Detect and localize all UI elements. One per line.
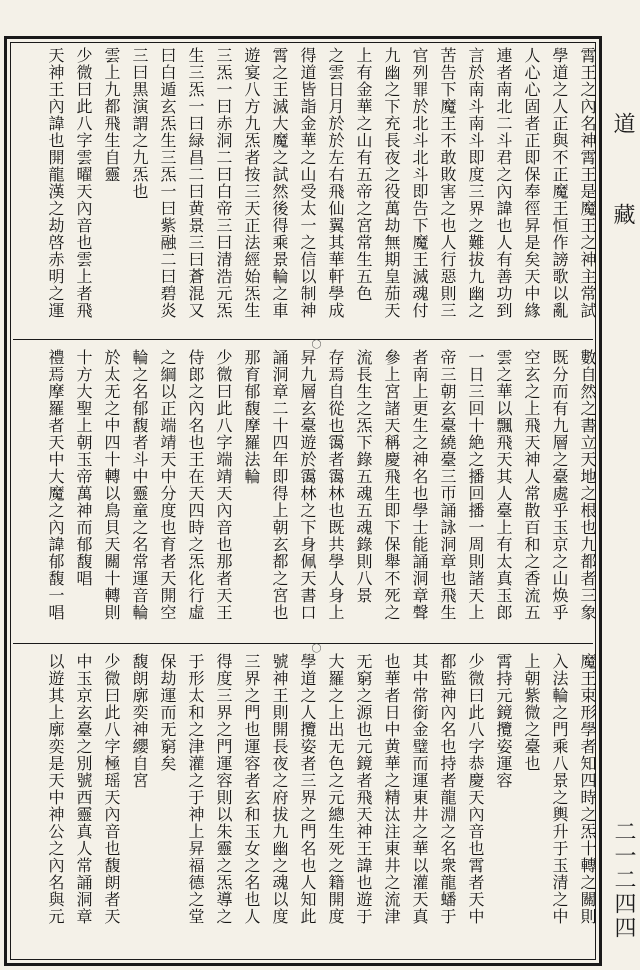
text-column: 輪之名郁馥者斗中靈童之名常運音輪 xyxy=(130,349,149,621)
text-column: 禮焉摩羅者天中大魔之內諱郁馥一唱 xyxy=(46,349,65,621)
text-column: 曰白遁玄炁生三炁一曰紫融二曰碧炎 xyxy=(158,47,177,319)
text-column: 學道之人正與不正魔王恒作謗歌以亂 xyxy=(550,47,569,319)
page-frame xyxy=(4,36,602,966)
text-column: 參上宮諸天稱慶飛生即下保舉不死之 xyxy=(382,349,401,621)
panel-divider-1 xyxy=(13,339,593,340)
text-column: 遊宴八方九炁者按三天正法經始炁生 xyxy=(242,47,261,319)
text-column: 雲之華以飄飛天其人臺上有太真玉郎 xyxy=(494,349,513,621)
text-column: 昇九層玄臺遊於霭林之下身佩天書口 xyxy=(298,349,317,621)
panel-middle-text xyxy=(41,349,601,637)
text-column: 之雲日月於於左右飛仙翼其華軒學成 xyxy=(326,47,345,319)
text-column: 上朝紫微之臺也 xyxy=(522,653,541,772)
text-column: 入法輪之門乘八景之輿升于玉清之中 xyxy=(550,653,569,925)
text-column: 少微曰此八字端靖天內音也那者天王 xyxy=(214,349,233,621)
text-column: 連者南北二斗君之內諱也人有善功到 xyxy=(494,47,513,319)
text-column: 得度三界之門運容則以朱靈之炁導之 xyxy=(214,653,233,925)
text-column: 少微曰此八字極瑶天內音也馥朗者天 xyxy=(102,653,121,925)
text-column: 之綱以正端靖天中分度也育者天開空 xyxy=(158,349,177,621)
text-column: 其中常銜金璧而運東井之華以灌天真 xyxy=(410,653,429,925)
text-column: 少微曰此八字恭慶天內音也霄者天中 xyxy=(466,653,485,925)
text-column: 帝三朝玄臺繞臺三帀誦詠洞章也飛生 xyxy=(438,349,457,621)
panel-bottom-text xyxy=(41,653,601,953)
fold-mark-2: 〇 xyxy=(309,643,320,653)
panel-top xyxy=(15,47,601,335)
text-column: 天神王內諱也開龍漢之劫啓赤明之運 xyxy=(46,47,65,319)
text-column: 那育郁馥摩羅法輪 xyxy=(242,349,261,485)
text-column: 于形太和之津灌之于神上昇福德之堂 xyxy=(186,653,205,925)
panel-divider-2 xyxy=(13,643,593,644)
text-column: 少微曰此八字雲曜天內音也雲上者飛 xyxy=(74,47,93,319)
text-column: 中玉京玄臺之別號西靈真人常誦洞章 xyxy=(74,653,93,925)
text-column: 得道皆詣金華之山受太一之信以制神 xyxy=(298,47,317,319)
text-column: 霄之王滅大魔之試然後得乘景輪之車 xyxy=(270,47,289,319)
text-column: 既分而有九層之臺處乎玉京之山焕乎 xyxy=(550,349,569,621)
text-column: 數自然之書立天地之根也九都者三象 xyxy=(578,349,597,621)
fold-mark-1: 〇 xyxy=(309,339,320,349)
text-column: 號神王則開長夜之府拔九幽之魂以度 xyxy=(270,653,289,925)
text-column: 者南上更生之神名也學士能誦洞章聲 xyxy=(410,349,429,621)
text-column: 无窮之源也元鏡者飛天神王諱也遊于 xyxy=(354,653,373,925)
text-column: 侍郎之內名也王在天四時之炁化行虛 xyxy=(186,349,205,621)
collection-title: 道 藏 xyxy=(610,112,635,247)
text-column: 存焉自從也霭者霭林也既共學人身上 xyxy=(326,349,345,621)
text-column: 三曰黒演謂之九炁也 xyxy=(130,47,149,200)
text-column: 三炁一曰赤洞二曰白帝三曰清浩元炁 xyxy=(214,47,233,319)
text-column: 魔王束形學者知四時之炁十轉之關則 xyxy=(578,653,597,925)
text-column: 都監神內名也持者龍淵之名衆龍蟠于 xyxy=(438,653,457,925)
text-column: 大羅之上出无色之元總生死之籍開度 xyxy=(326,653,345,925)
text-column: 一日三回十絶之播回播一周則諸天上 xyxy=(466,349,485,621)
text-column: 三界之門也運容者玄和玉女之名也人 xyxy=(242,653,261,925)
panel-top-text xyxy=(41,47,601,335)
panel-middle xyxy=(15,349,601,637)
text-column: 也華者日中黄華之精汰注東井之流津 xyxy=(382,653,401,925)
text-column: 人心心固者正即保奉徑昇是矣天中緣 xyxy=(522,47,541,319)
text-column: 學道之人攬姿者三界之門名也人知此 xyxy=(298,653,317,925)
text-column: 苦告下魔王不敢敗害之也人行惡則三 xyxy=(438,47,457,319)
text-column: 於太无之中四十轉以鳥貝天關十轉則 xyxy=(102,349,121,621)
text-column: 霄王之內名神霄王是魔王之神主常試 xyxy=(578,47,597,319)
panel-bottom xyxy=(15,653,601,953)
text-column: 霄持元鏡攬姿運容 xyxy=(494,653,513,789)
text-column: 空玄之上飛天神人常散百和之香流五 xyxy=(522,349,541,621)
text-column: 九幽之下充長夜之役萬劫無期皇茄天 xyxy=(382,47,401,319)
text-column: 雲上九都飛生自靈 xyxy=(102,47,121,183)
text-column: 馥朗廓奕神纓自宮 xyxy=(130,653,149,789)
text-column: 上有金華之山有五帝之宮常生五色 xyxy=(354,47,373,302)
text-column: 以遊其上廓奕是天中神公之內名與元 xyxy=(46,653,65,925)
text-column: 官列罪於北斗北斗即告下魔王滅魂付 xyxy=(410,47,429,319)
text-column: 誦洞章二十四年即得上朝玄都之宮也 xyxy=(270,349,289,621)
text-column: 言於南斗南斗即度三界之難拔九幽之 xyxy=(466,47,485,319)
text-column: 生三炁一曰緑昌二曰黄景三曰蒼混又 xyxy=(186,47,205,319)
text-column: 流長生之炁下錄五魂五魂錄則八景 xyxy=(354,349,373,604)
text-column: 十方大聖上朝玉帝萬神而郁馥唱 xyxy=(74,349,93,587)
text-column: 保劫運而无窮矣 xyxy=(158,653,177,772)
page-number: 二一二四四 xyxy=(611,820,636,940)
